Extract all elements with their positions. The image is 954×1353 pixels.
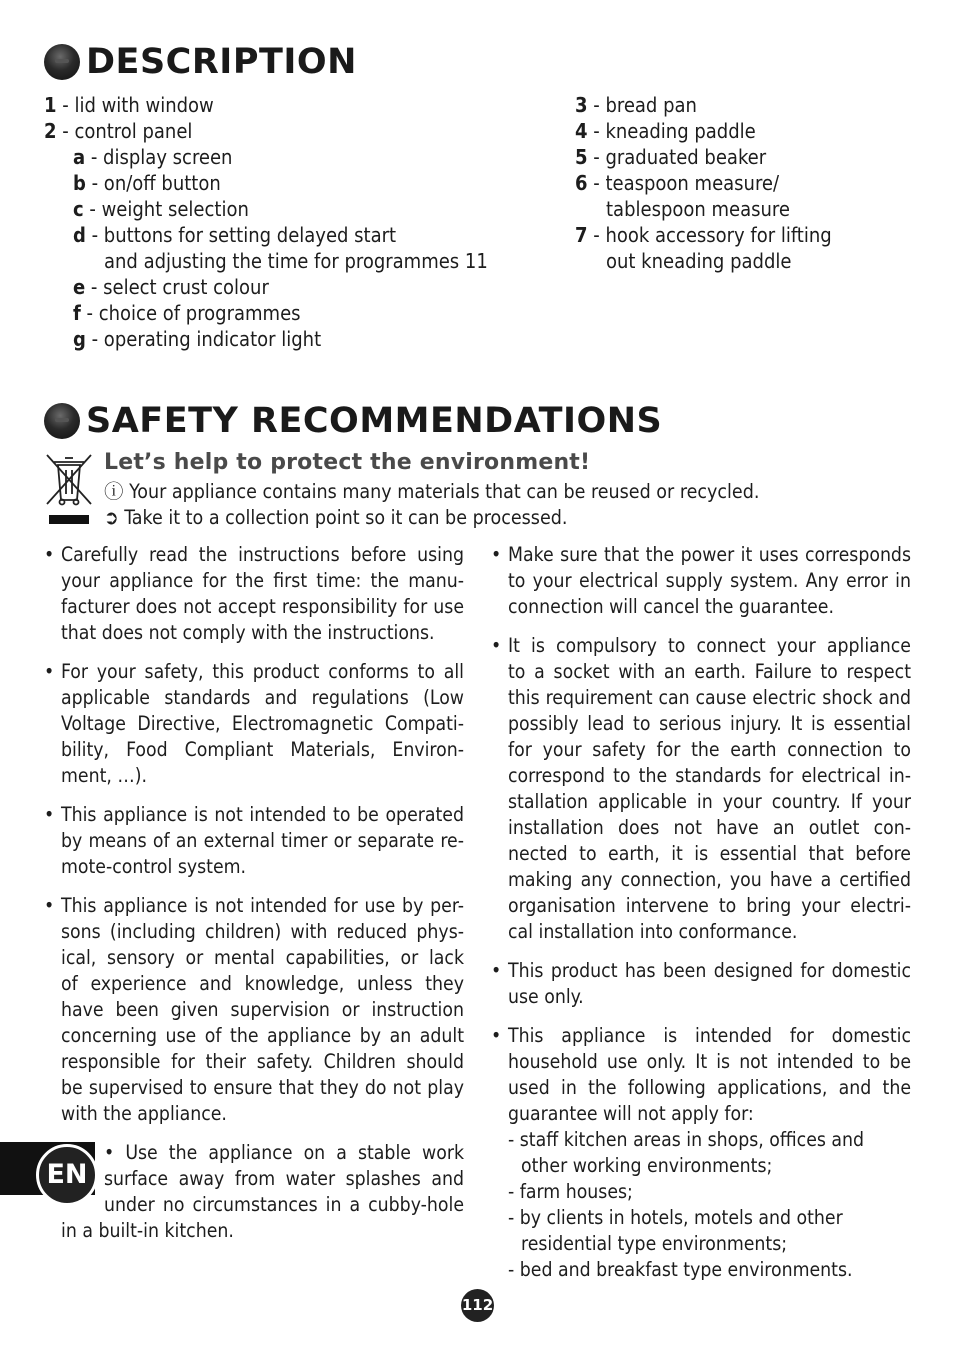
- recycle-bin-crossed-icon: [44, 452, 94, 528]
- description-item: 7 - hook accessory for lifting: [575, 223, 832, 247]
- text-line: nected to earth, it is essential that before: [508, 842, 911, 865]
- bullet-ball-icon: [44, 44, 80, 80]
- description-subitem: g - operating indicator light: [73, 327, 322, 351]
- text-line: For your safety, this product conforms to all: [61, 660, 464, 683]
- description-item-continuation: tablespoon measure: [606, 197, 790, 221]
- text-line: This product has been designed for domestic: [508, 959, 911, 982]
- text-line: cal installation into conformance.: [508, 920, 798, 943]
- description-item: 5 - graduated beaker: [575, 145, 767, 169]
- page-number: 112: [461, 1289, 494, 1322]
- text-line: mote-control system.: [61, 855, 247, 878]
- safety-left-column: [44, 542, 464, 1140]
- text-line: installation does not have an outlet con-: [508, 816, 911, 839]
- text-line: Carefully read the instructions before using: [61, 543, 464, 566]
- text-line: ical, sensory or mental capabilities, or lack: [61, 946, 464, 969]
- text-line: this requirement can cause electric shock and: [508, 686, 911, 709]
- text-line: used in the following applications, and the: [508, 1076, 911, 1099]
- text-line: that does not comply with the instructions.: [61, 621, 435, 644]
- bullet-ball-icon: [44, 403, 80, 439]
- text-line: • Use the appliance on a stable work: [104, 1141, 464, 1164]
- exclusion-line: other working environments;: [521, 1154, 773, 1177]
- language-tab: EN: [36, 1144, 98, 1206]
- environment-heading: Let’s help to protect the environment!: [104, 450, 591, 475]
- text-line: bility, Food Compliant Materials, Environ-: [61, 738, 464, 761]
- text-line: This appliance is not intended for use by per-: [61, 894, 464, 917]
- text-line: with the appliance.: [61, 1102, 227, 1125]
- text-line: for your safety for the earth connection to: [508, 738, 911, 761]
- safety-bullet-stable-surface: [104, 1140, 464, 1218]
- exclusion-line: - staff kitchen areas in shops, offices and: [508, 1128, 865, 1151]
- safety-bullet: • It is compulsory to connect your appliance to a socket with an earth. Failure to respect this requirement can cause electric shock and possibly lead to serious injury. It is essential for your safety for the earth connection to correspond to the standards for electrical in- stallation applicable in your country. If your installation does not have an outlet con- nected to earth, it is essential that before making any connection, you have a certified organisation intervene to bring your electri- cal installation into conformance.: [491, 634, 911, 943]
- environment-line: ⓘ Your appliance contains many materials that can be reused or recycled.: [104, 480, 760, 503]
- description-subitem: c - weight selection: [73, 197, 249, 221]
- safety-bullet: • This appliance is not intended to be operated by means of an external timer or separate re- mote-control system.: [44, 803, 464, 878]
- description-item: 1 - lid with window: [44, 93, 214, 117]
- safety-bullet: • This appliance is not intended for use by per- sons (including children) with reduced phys- ical, sensory or mental capabilities, or lack of experience and knowledge, unless they have been given supervision or instruction concerning use of the appliance by an adult responsible for their safety. Children should be supervised to ensure that they do not play with the appliance.: [44, 894, 464, 1125]
- description-item: 2 - control panel: [44, 119, 193, 143]
- text-line: sons (including children) with reduced phys-: [61, 920, 464, 943]
- description-subitem: e - select crust colour: [73, 275, 269, 299]
- text-line: Voltage Directive, Electromagnetic Compati-: [61, 712, 464, 735]
- safety-bullet: • Make sure that the power it uses corresponds to your electrical supply system. Any error in connection will cancel the guarantee.: [491, 543, 911, 618]
- text-line: applicable standards and regulations (Low: [61, 686, 464, 709]
- text-line: organisation intervene to bring your electri-: [508, 894, 911, 917]
- text-line: use only.: [508, 985, 584, 1008]
- info-icon: ⓘ: [104, 480, 124, 503]
- safety-right-column: [491, 542, 911, 1283]
- safety-bullet: • Carefully read the instructions before using your appliance for the first time: the manu- facturer does not accept responsibility for use that does not comply with the instructions.: [44, 543, 464, 644]
- exclusion-line: residential type environments;: [521, 1232, 788, 1255]
- description-item-continuation: out kneading paddle: [606, 249, 792, 273]
- description-subitem: f - choice of programmes: [73, 301, 301, 325]
- text-line: surface away from water splashes and: [104, 1167, 464, 1190]
- text-line: Make sure that the power it uses corresponds: [508, 543, 911, 566]
- text-line: to your electrical supply system. Any error in: [508, 569, 911, 592]
- description-subitem: a - display screen: [73, 145, 233, 169]
- text-line: making any connection, you have a certified: [508, 868, 911, 891]
- text-line: connection will cancel the guarantee.: [508, 595, 834, 618]
- text-line: possibly lead to serious injury. It is essential: [508, 712, 911, 735]
- description-title: DESCRIPTION: [86, 42, 357, 82]
- description-subitem: d - buttons for setting delayed start: [73, 223, 397, 247]
- text-line: concerning use of the appliance by an adult: [61, 1024, 464, 1047]
- text-line: ment, …).: [61, 764, 148, 787]
- safety-bullet: • For your safety, this product conforms to all applicable standards and regulations (Low Voltage Directive, Electromagnetic Compati- bility, Food Compliant Materials, Environ- ment, …).: [44, 660, 464, 787]
- safety-bullet-stable-surface-end: [61, 1218, 464, 1244]
- description-item: 3 - bread pan: [575, 93, 697, 117]
- text-line: facturer does not accept responsibility for use: [61, 595, 464, 618]
- text-line: guarantee will not apply for:: [508, 1102, 754, 1125]
- text-line: your appliance for the first time: the manu-: [61, 569, 464, 592]
- text-line: by means of an external timer or separate re-: [61, 829, 464, 852]
- text-line: stallation applicable in your country. If your: [508, 790, 911, 813]
- text-line: It is compulsory to connect your appliance: [508, 634, 911, 657]
- text-line: This appliance is intended for domestic: [508, 1024, 911, 1047]
- safety-bullet: • This product has been designed for domestic use only.: [491, 959, 911, 1008]
- text-line: correspond to the standards for electrical in-: [508, 764, 911, 787]
- exclusion-line: - by clients in hotels, motels and other: [508, 1206, 843, 1229]
- exclusion-line: - bed and breakfast type environments.: [508, 1258, 853, 1281]
- text-line: to a socket with an earth. Failure to respect: [508, 660, 911, 683]
- arrow-right-icon: ➲: [104, 506, 119, 529]
- text-line: responsible for their safety. Children should: [61, 1050, 464, 1073]
- description-heading: [44, 42, 357, 82]
- text-line: have been given supervision or instruction: [61, 998, 464, 1021]
- text-line: be supervised to ensure that they do not play: [61, 1076, 464, 1099]
- description-subitem-continuation: and adjusting the time for programmes 11: [104, 249, 488, 273]
- text-line: This appliance is not intended to be operated: [61, 803, 464, 826]
- text-line: in a built-in kitchen.: [61, 1219, 234, 1242]
- safety-bullet: • This appliance is intended for domestic household use only. It is not intended to be used in the following applications, and the guarantee will not apply for: - staff kitchen areas in shops, offices and other working environments; - farm houses; - by clients in hotels, motels and other residential type environments; - bed and breakfast type environments.: [491, 1024, 911, 1281]
- text-line: under no circumstances in a cubby-hole: [104, 1193, 464, 1216]
- safety-heading: [44, 401, 662, 441]
- description-item: 4 - kneading paddle: [575, 119, 756, 143]
- text-line: of experience and knowledge, unless they: [61, 972, 464, 995]
- exclusion-line: - farm houses;: [508, 1180, 633, 1203]
- text-line: household use only. It is not intended to be: [508, 1050, 911, 1073]
- description-subitem: b - on/off button: [73, 171, 221, 195]
- description-item: 6 - teaspoon measure/: [575, 171, 780, 195]
- environment-line: ➲ Take it to a collection point so it can be processed.: [104, 506, 568, 529]
- safety-title: SAFETY RECOMMENDATIONS: [86, 401, 663, 441]
